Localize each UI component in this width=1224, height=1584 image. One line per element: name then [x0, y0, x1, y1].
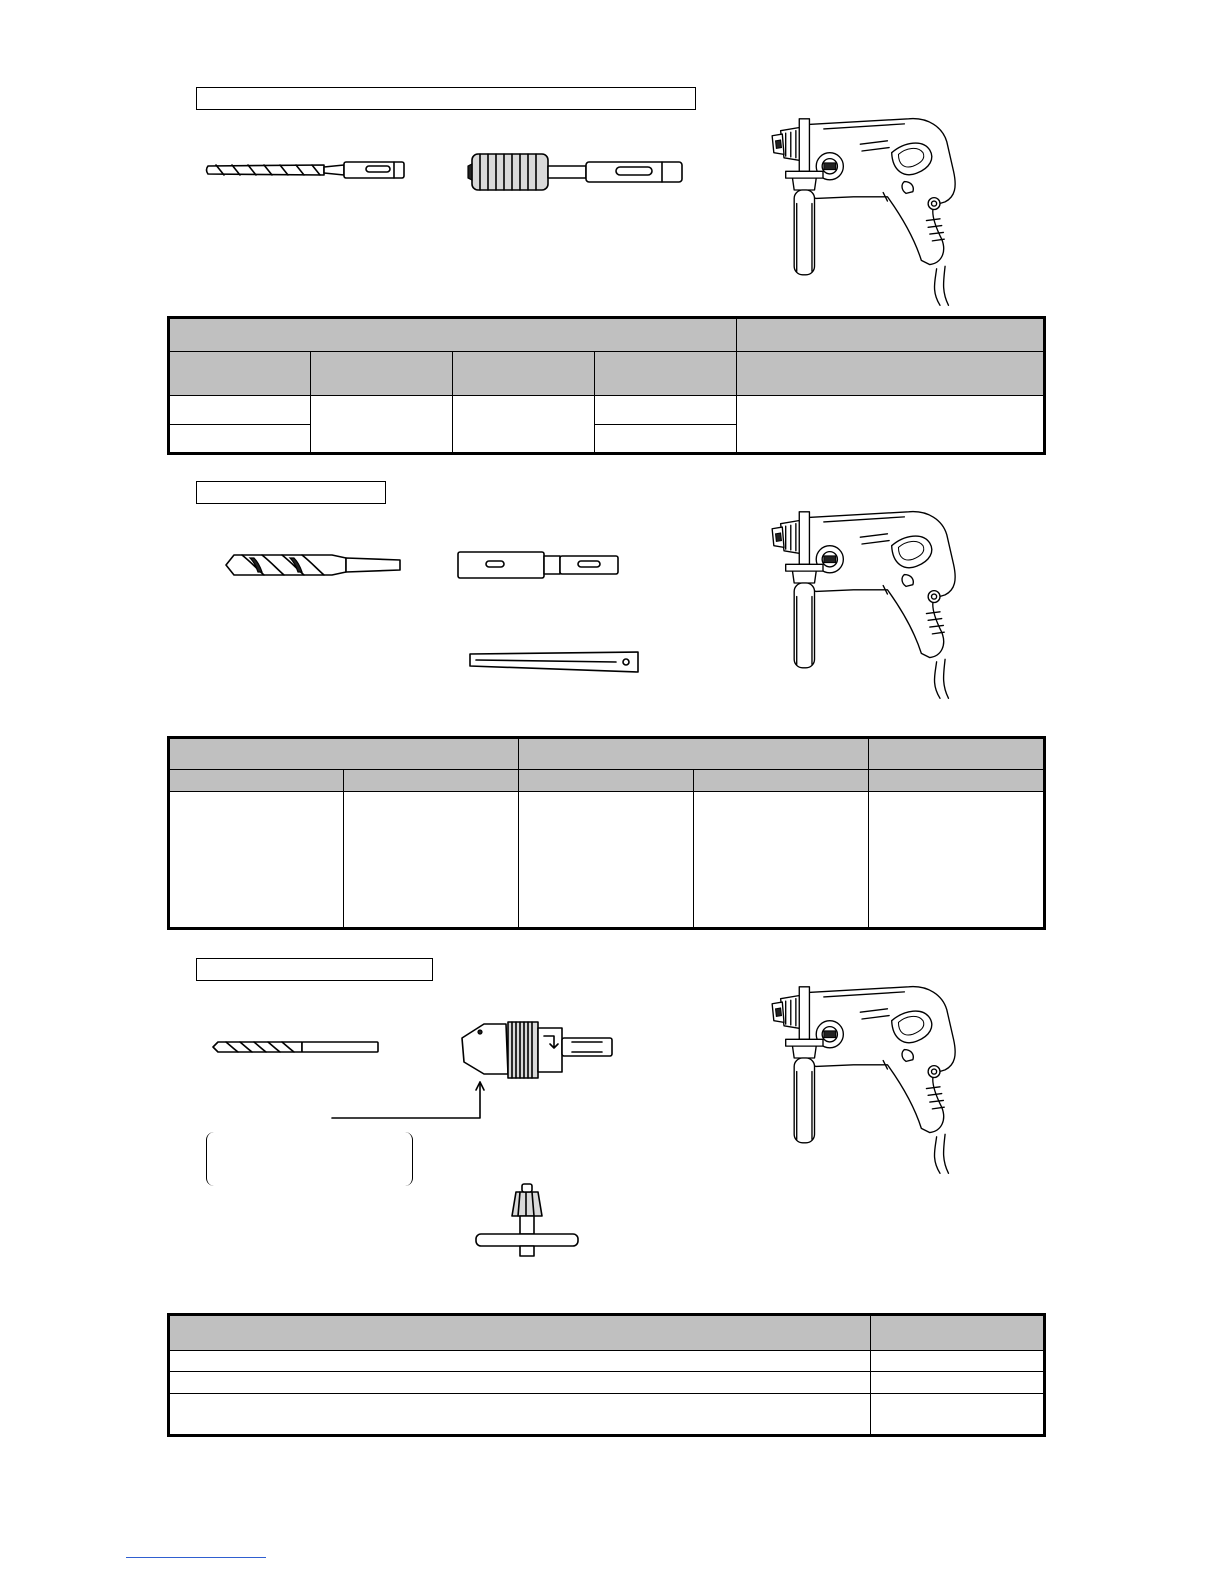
table-1-subheader — [169, 352, 311, 396]
callout-bracket — [206, 1132, 413, 1186]
taper-shank-adapter-illustration — [456, 548, 622, 582]
table-2-subheader — [169, 770, 344, 792]
table-cell — [694, 792, 869, 929]
table-1-subheader — [311, 352, 453, 396]
drill-chuck-adapter-illustration — [458, 1018, 618, 1084]
table-cell — [169, 1372, 871, 1393]
rotary-hammer-illustration-2 — [742, 505, 982, 700]
section-2-label — [196, 481, 386, 504]
table-cell — [169, 396, 311, 425]
table-1-subheader — [453, 352, 595, 396]
twist-drill-bit-illustration — [210, 1037, 382, 1057]
table-cell — [169, 792, 344, 929]
table-3-header — [871, 1315, 1045, 1351]
table-2-group-header — [519, 738, 869, 770]
table-3-header — [169, 1315, 871, 1351]
table-cell — [169, 1393, 871, 1436]
table-cell — [311, 396, 453, 454]
table-1-header-left — [169, 318, 737, 352]
drill-bit-sds-illustration — [204, 158, 408, 182]
table-1-subheader — [595, 352, 737, 396]
core-bit-illustration — [466, 150, 688, 194]
table-cell — [737, 396, 1045, 454]
section-3-label — [196, 958, 433, 981]
table-cell — [344, 792, 519, 929]
table-cell — [871, 1393, 1045, 1436]
table-cell — [519, 792, 694, 929]
section-1-label — [196, 87, 696, 110]
table-2-subheader — [344, 770, 519, 792]
table-1-header-right — [737, 318, 1045, 352]
table-cell — [595, 396, 737, 425]
table-cell — [169, 1351, 871, 1372]
table-cell — [871, 1351, 1045, 1372]
rotary-hammer-illustration-3 — [742, 980, 982, 1175]
section-2-table — [167, 736, 1046, 930]
table-cell — [169, 425, 311, 454]
chuck-key-illustration — [472, 1182, 582, 1262]
table-cell — [595, 425, 737, 454]
table-cell — [869, 792, 1045, 929]
footer-link[interactable] — [126, 1557, 266, 1558]
table-2-group-header — [869, 738, 1045, 770]
table-cell — [871, 1372, 1045, 1393]
section-1-table — [167, 316, 1046, 455]
callout-leader-line — [330, 1078, 490, 1126]
table-2-group-header — [169, 738, 519, 770]
taper-shank-drill-bit-illustration — [222, 548, 404, 582]
cotter-illustration — [466, 648, 642, 676]
table-cell — [453, 396, 595, 454]
table-2-subheader — [694, 770, 869, 792]
table-2-subheader — [869, 770, 1045, 792]
table-2-subheader — [519, 770, 694, 792]
rotary-hammer-illustration-1 — [742, 112, 982, 307]
table-1-subheader — [737, 352, 1045, 396]
section-3-table — [167, 1313, 1046, 1437]
